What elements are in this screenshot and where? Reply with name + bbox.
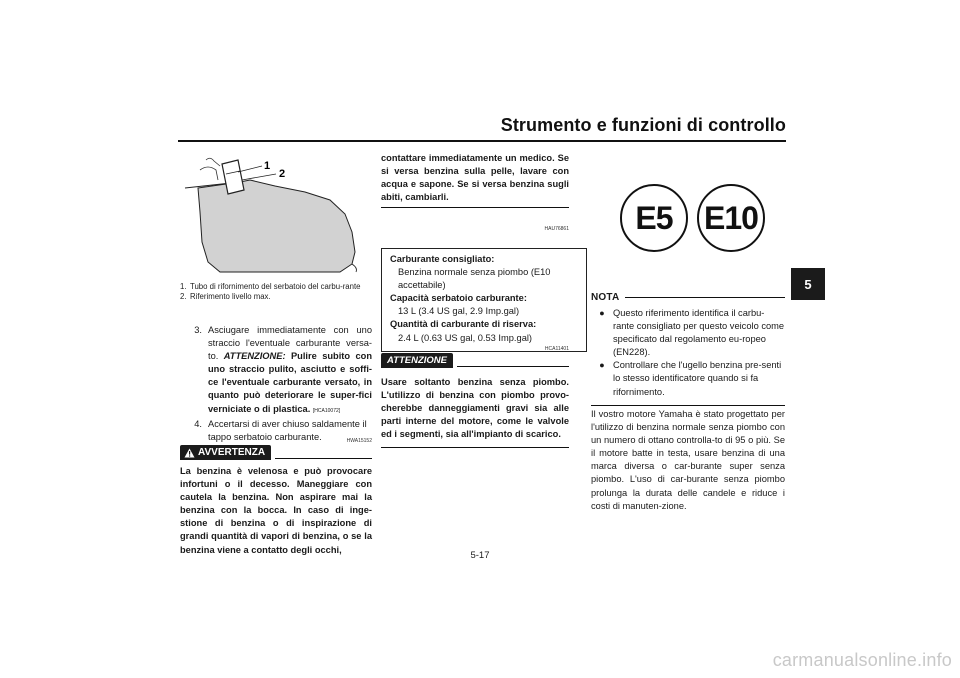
warning-label-text: AVVERTENZA	[198, 447, 266, 458]
fuel-label-e5: E5	[620, 184, 688, 252]
nota-bullet-text: Questo riferimento identifica il carbu-rante consigliato per questo veicolo come specificato dal regolamento eu-ropeo (EN228).	[613, 308, 785, 358]
bullet-icon: ●	[599, 360, 605, 371]
caption-item	[180, 292, 375, 302]
attention-end-rule	[381, 447, 569, 448]
steps-list	[184, 324, 372, 444]
caption-num: 1.	[180, 282, 187, 291]
nozzle-sketch	[200, 167, 218, 180]
caption-num: 2.	[180, 292, 187, 301]
figure-label-1: 1	[264, 160, 271, 172]
fuel-tank-body	[198, 180, 355, 272]
warning-rule	[275, 458, 372, 459]
attention-label: ATTENZIONE	[381, 353, 453, 368]
nota-bullet	[591, 307, 785, 359]
step-number: 4.	[194, 418, 202, 429]
caption-text: Tubo di rifornimento del serbatoio del carbu-rante	[190, 282, 361, 291]
nota-bullet	[591, 359, 785, 398]
attention-section	[381, 346, 569, 448]
cap-sketch	[206, 158, 220, 166]
watermark: carmanualsonline.info	[772, 650, 952, 670]
warning-header	[180, 444, 372, 460]
figure-label-2: 2	[279, 168, 286, 180]
attention-rule	[457, 366, 569, 367]
warning-text-part2: contattare immediatamente un medico. Se si versa benzina sulla pelle, lavare con acqua e sapone. Se si versa benzina sugli abiti, cambiarli.	[381, 153, 569, 203]
step-text: Accertarsi di aver chiuso saldamente il tappo serbatoio carburante.	[208, 418, 367, 442]
spec-capacity-label: Capacità serbatoio carburante:	[390, 293, 527, 304]
caption-text: Riferimento livello max.	[190, 292, 271, 301]
warning-end-rule	[381, 207, 569, 208]
spec-code: HAU76861	[544, 226, 569, 232]
figure-caption	[180, 282, 375, 302]
caption-item	[180, 282, 375, 292]
leader-line-2	[242, 174, 276, 180]
nota-rule	[625, 297, 785, 298]
tank-edge	[352, 264, 357, 272]
warning-label	[180, 445, 271, 460]
octane-paragraph: Il vostro motore Yamaha è stato progettato per l'utilizzo di benzina normale senza piombo con un numero di ottano controlla-to di 95 o più. Se il motore batte in testa, usare benzina di una marca diversa o car-burante super senza piombo. L'uso di car-burante senza piombo prolunga la durata delle candele e riduce i costi di manuten-zione.	[591, 409, 785, 511]
warning-text-part1: La benzina è velenosa e può provocare infortuni o il decesso. Maneggiare con cautela la benzina. Non aspirare mai la benzina con la bocca. In caso di inge-stione di benzina o di inspirazione di grandi quantità di vapori di benzina, o se la benzina viene a contatto degli occhi,	[180, 466, 372, 555]
fuel-tank-illustration	[180, 152, 370, 277]
nota-bullet-text: Controllare che l'ugello benzina pre-senti lo stesso identificatore quando si fa rifornimento.	[613, 360, 782, 397]
attention-text: Usare soltanto benzina senza piombo. L'utilizzo di benzina con piombo provo-cherebbe danneggiamenti gravi sia alle parti interne del motore, come le valvole ed i segmenti, sia all'impianto di scarico.	[381, 377, 569, 440]
attention-code: HCA11401	[544, 346, 569, 352]
leader-line-1	[238, 166, 262, 172]
spec-capacity-value: 13 L (3.4 US gal, 2.9 Imp.gal)	[398, 306, 520, 317]
attention-header	[381, 352, 569, 368]
nota-header	[591, 292, 785, 303]
bullet-icon: ●	[599, 308, 605, 318]
step-3-code: [HCA10072]	[312, 407, 341, 414]
fuel-label-e10: E10	[697, 184, 765, 252]
nota-end-rule	[591, 405, 785, 406]
nota-section	[591, 292, 785, 406]
nota-bullets	[591, 307, 785, 399]
spec-reserve-label: Quantità di carburante di riserva:	[390, 319, 537, 330]
step-3-bold-text: Pulire subito con uno straccio pulito, asciutto e soffi-ce l'eventuale carburante versato, in quanto può deteriorare le super-fici verniciate o di plastica.	[208, 351, 373, 414]
step-3	[184, 324, 372, 418]
chapter-tab: 5	[791, 268, 825, 300]
spec-fuel-value: Benzina normale senza piombo (E10 accettabile)	[398, 267, 551, 291]
fuel-spec-box	[381, 248, 587, 352]
step-3-attention-label: ATTENZIONE:	[223, 351, 286, 362]
spec-fuel-label: Carburante consigliato:	[390, 254, 495, 264]
page-number: 5-17	[470, 550, 490, 561]
step-number: 3.	[194, 325, 202, 335]
warning-code: HWA15152	[346, 438, 372, 444]
warning-triangle-icon	[184, 448, 195, 458]
warning-section	[180, 438, 372, 557]
page-title: Strumento e funzioni di controllo	[500, 115, 786, 135]
step-text	[208, 324, 372, 418]
nota-title: NOTA	[591, 292, 620, 303]
step-3-text: Asciugare immediatamente con uno straccio l'eventuale carburante versa-to.	[208, 325, 372, 362]
header-rule	[178, 140, 786, 142]
spec-reserve-value: 2.4 L (0.63 US gal, 0.53 Imp.gal)	[398, 332, 533, 343]
